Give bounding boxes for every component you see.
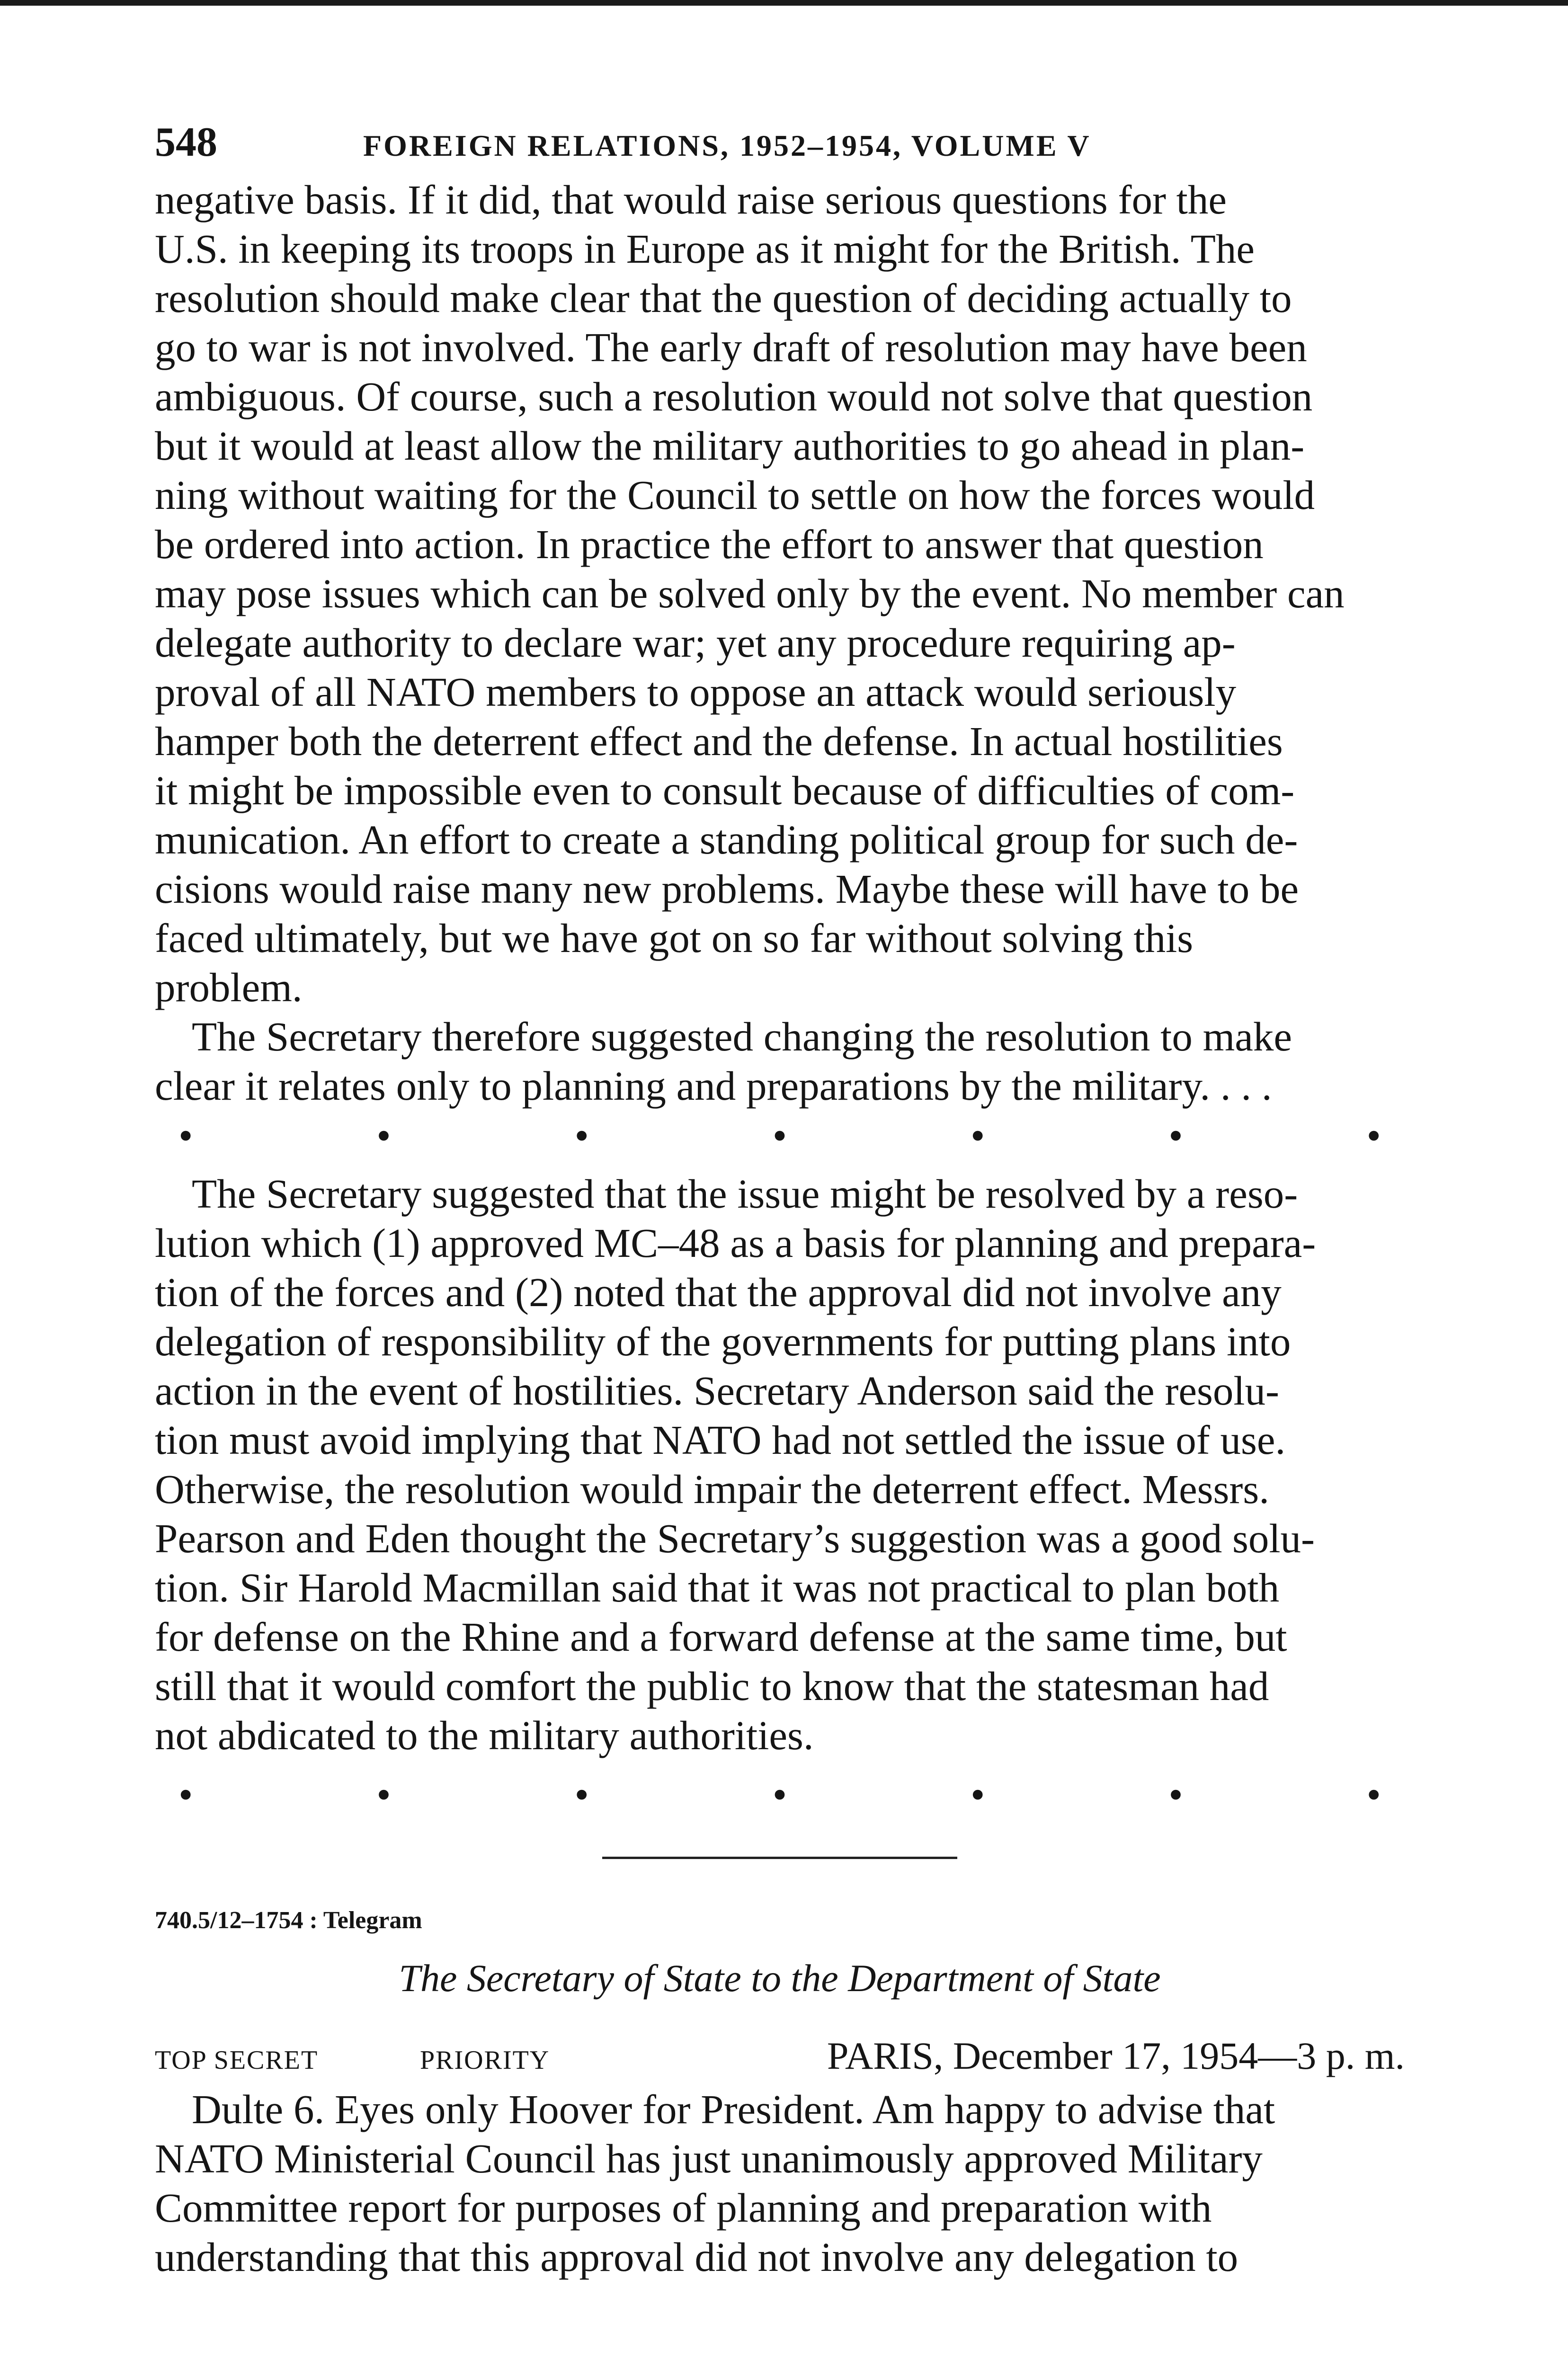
text-line: for defense on the Rhine and a forward defense at the same time, but [155, 1614, 1287, 1660]
ellipsis-dot: • [971, 1771, 985, 1817]
text-line: hamper both the deterrent effect and the defense. In actual hostilities [155, 718, 1283, 764]
text-line: negative basis. If it did, that would raise serious questions for the [155, 177, 1227, 222]
text-line: tion of the forces and (2) noted that the approval did not involve any [155, 1269, 1282, 1315]
text-line: lution which (1) approved MC–48 as a basis for planning and prepara- [155, 1220, 1316, 1266]
ellipsis-dot: • [1366, 1112, 1381, 1158]
ellipsis-dot: • [178, 1112, 193, 1158]
text-line: Pearson and Eden thought the Secretary’s suggestion was a good solu- [155, 1515, 1315, 1561]
text-line: NATO Ministerial Council has just unanimously approved Military [155, 2136, 1263, 2181]
document-page [155, 118, 1405, 2282]
text-line: ambiguous. Of course, such a resolution would not solve that question [155, 374, 1313, 419]
text-line: The Secretary suggested that the issue might be resolved by a reso- [192, 1171, 1298, 1217]
text-line: be ordered into action. In practice the effort to answer that question [155, 521, 1264, 567]
ellipsis-dot: • [376, 1771, 391, 1817]
text-line: understanding that this approval did not involve any delegation to [155, 2234, 1238, 2280]
ellipsis-row-2 [155, 1770, 1405, 1819]
file-reference: 740.5/12–1754 : Telegram [155, 1907, 422, 1934]
paragraph-1 [155, 175, 1405, 1012]
section-divider [602, 1857, 957, 1859]
page-number: 548 [155, 119, 217, 165]
ellipsis-dot: • [1366, 1771, 1381, 1817]
text-line: clear it relates only to planning and preparations by the military. . . . [155, 1063, 1272, 1109]
text-line: Otherwise, the resolution would impair the deterrent effect. Messrs. [155, 1466, 1269, 1512]
ellipsis-dot: • [1168, 1771, 1183, 1817]
text-line: resolution should make clear that the question of deciding actually to [155, 275, 1292, 321]
dateline-row [155, 2031, 1405, 2085]
text-line: The Secretary therefore suggested changing the resolution to make [192, 1014, 1292, 1059]
text-line: delegate authority to declare war; yet any procedure requiring ap- [155, 620, 1236, 666]
text-line: tion. Sir Harold Macmillan said that it was not practical to plan both [155, 1565, 1280, 1611]
text-line: but it would at least allow the military authorities to go ahead in plan- [155, 423, 1305, 469]
text-line: still that it would comfort the public to know that the statesman had [155, 1663, 1269, 1709]
running-title: FOREIGN RELATIONS, 1952–1954, VOLUME V [363, 129, 1091, 162]
text-line: it might be impossible even to consult because of difficulties of com- [155, 767, 1295, 813]
text-line: action in the event of hostilities. Secretary Anderson said the resolu- [155, 1368, 1279, 1414]
text-line: may pose issues which can be solved only by the event. No member can [155, 570, 1345, 616]
text-line: proval of all NATO members to oppose an attack would seriously [155, 669, 1237, 715]
ellipsis-dot: • [178, 1771, 193, 1817]
paragraph-3 [155, 1169, 1405, 1760]
text-line: Committee report for purposes of planning and preparation with [155, 2185, 1212, 2231]
text-line: tion must avoid implying that NATO had not settled the issue of use. [155, 1417, 1286, 1463]
precedence-label: PRIORITY [420, 2046, 550, 2075]
ellipsis-dot: • [772, 1112, 787, 1158]
document-title: The Secretary of State to the Department of State [399, 1957, 1161, 2000]
text-line: cisions would raise many new problems. Maybe these will have to be [155, 866, 1299, 912]
ellipsis-dot: • [574, 1771, 589, 1817]
text-line: not abdicated to the military authorities. [155, 1712, 814, 1758]
text-line: faced ultimately, but we have got on so far without solving this [155, 915, 1194, 961]
text-line: delegation of responsibility of the governments for putting plans into [155, 1318, 1291, 1364]
ellipsis-dot: • [1168, 1112, 1183, 1158]
ellipsis-row-1 [155, 1111, 1405, 1160]
text-line: U.S. in keeping its troops in Europe as it might for the British. The [155, 226, 1255, 272]
text-line: ning without waiting for the Council to settle on how the forces would [155, 472, 1315, 518]
running-header [155, 118, 1405, 175]
text-line: go to war is not involved. The early draft of resolution may have been [155, 324, 1307, 370]
text-line: problem. [155, 964, 303, 1010]
paragraph-2 [155, 1012, 1405, 1111]
text-line: munication. An effort to create a standing political group for such de- [155, 817, 1298, 863]
ellipsis-dot: • [772, 1771, 787, 1817]
ellipsis-dot: • [376, 1112, 391, 1158]
top-edge-rule [0, 0, 1568, 6]
telegram-text [155, 2085, 1405, 2282]
classification-label: TOP SECRET [155, 2046, 319, 2075]
text-line: Dulte 6. Eyes only Hoover for President. Am happy to advise that [192, 2086, 1275, 2132]
dateline: PARIS, December 17, 1954—3 p. m. [827, 2034, 1405, 2077]
ellipsis-dot: • [574, 1112, 589, 1158]
ellipsis-dot: • [971, 1112, 985, 1158]
